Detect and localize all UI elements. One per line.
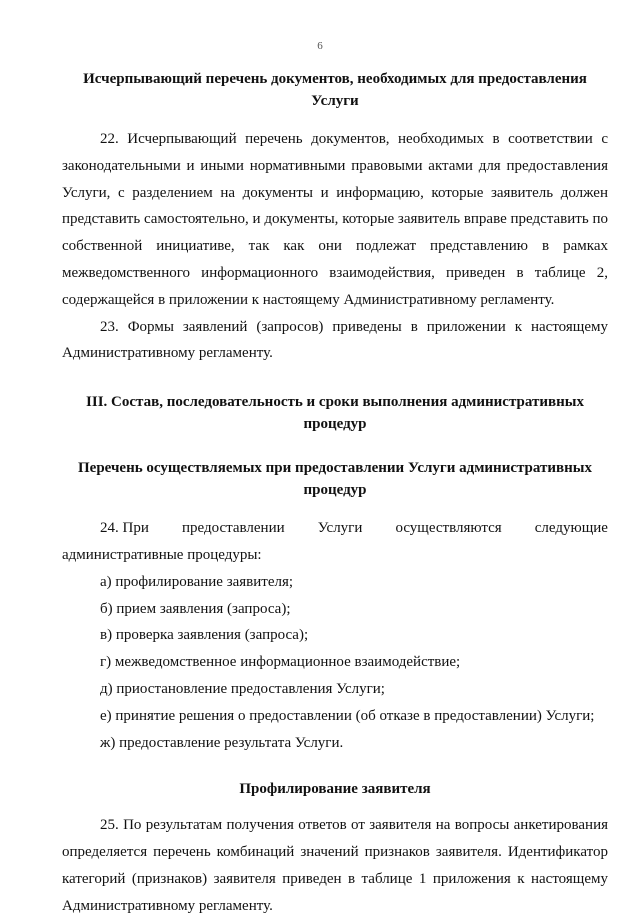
list-item: д) приостановление предоставления Услуги; (100, 680, 385, 697)
heading-profiling: Профилирование заявителя (239, 781, 431, 798)
paragraph-24-continuation: административные процедуры: (62, 546, 262, 563)
p24-word: осуществляются (395, 520, 502, 537)
paragraph-25: 25. По результатам получения ответов от заявителя на вопросы анкетирования определяется перечень комбинаций значений признаков заявителя. Идентификатор категорий (признаков) заявителя приведен в таблице 1 приложения к настоящему Административному регламенту. (62, 817, 608, 914)
p24-word: следующие (534, 520, 608, 537)
p24-word: 24. При (100, 520, 149, 537)
document-body (62, 68, 608, 920)
p24-word: предоставлении (181, 520, 285, 537)
p24-word: Услуги (317, 520, 363, 537)
list-item: г) межведомственное информационное взаимодействие; (100, 654, 461, 671)
paragraph-23: 23. Формы заявлений (запросов) приведены в приложении к настоящему Административному регламенту. (62, 318, 608, 362)
heading-section-3: III. Состав, последовательность и сроки выполнения административных процедур (86, 394, 584, 433)
list-item: а) профилирование заявителя; (100, 573, 294, 590)
paragraph-22: 22. Исчерпывающий перечень документов, необходимых в соответствии с законодательными и иными нормативными правовыми актами для предоставления Услуги, с разделением на документы и информацию, которые заявитель должен представить самостоятельно, и документы, которые заявитель вправе представить по собственной инициативе, так как они подлежат представлению в рамках межведомственного информационного взаимодействия, приведен в таблице 2, содержащейся в приложении к настоящему Административному регламенту. (62, 131, 608, 308)
page-number: 6 (317, 40, 323, 52)
list-item: б) прием заявления (запроса); (100, 600, 291, 617)
heading-documents-list: Исчерпывающий перечень документов, необходимых для предоставления Услуги (83, 71, 587, 109)
heading-procedures-list: Перечень осуществляемых при предоставлении Услуги административных процедур (78, 460, 592, 499)
paragraph-24-first-line (62, 515, 608, 542)
list-item: в) проверка заявления (запроса); (100, 627, 309, 644)
list-item: ж) предоставление результата Услуги. (100, 734, 344, 751)
list-item: е) принятие решения о предоставлении (об отказе в предоставлении) Услуги; (100, 707, 595, 724)
